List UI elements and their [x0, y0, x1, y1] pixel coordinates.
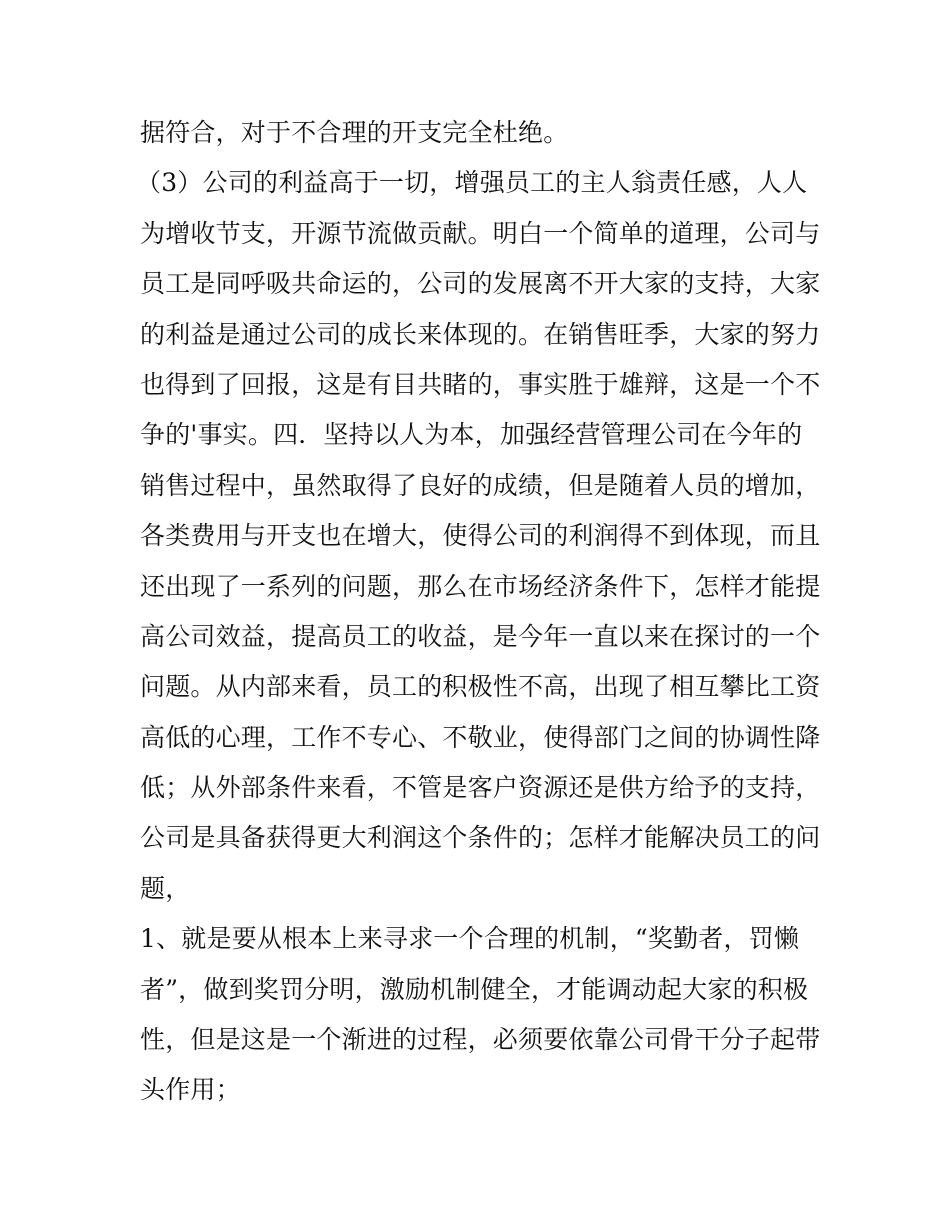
body-text	[136, 108, 830, 1116]
text-line: 头作用；	[140, 1075, 241, 1105]
text-line: 还出现了一系列的问题，那么在市场经济条件下，怎样才能提	[140, 571, 821, 601]
text-line: 争的'事实。四．坚持以人为本，加强经营管理公司在今年的	[140, 420, 803, 450]
text-line: 员工是同呼吸共命运的，公司的发展离不开大家的支持，大家	[140, 269, 821, 299]
text-line: 高低的心理，工作不专心、不敬业，使得部门之间的协调性降	[140, 722, 821, 752]
text-line: 各类费用与开支也在增大，使得公司的利润得不到体现，而且	[140, 521, 821, 551]
text-line: 据符合，对于不合理的开支完全杜绝。	[140, 118, 569, 147]
text-line: （3）公司的利益高于一切，增强员工的主人翁责任感，人人	[136, 168, 808, 198]
text-line: 高公司效益，提高员工的收益，是今年一直以来在探讨的一个	[140, 621, 821, 651]
text-line: 也得到了回报，这是有目共睹的，事实胜于雄辩，这是一个不	[140, 369, 821, 399]
text-line: 1、就是要从根本上来寻求一个合理的机制，“奖勤者，罚懒	[140, 924, 800, 954]
text-line: 者”，做到奖罚分明，激励机制健全，才能调动起大家的积极	[140, 974, 809, 1004]
text-line: 低；从外部条件来看，不管是客户资源还是供方给予的支持，	[140, 773, 821, 803]
text-line: 问题。从内部来看，员工的积极性不高，出现了相互攀比工资	[140, 672, 821, 702]
text-line: 的利益是通过公司的成长来体现的。在销售旺季，大家的努力	[140, 319, 821, 349]
text-line: 为增收节支，开源节流做贡献。明白一个简单的道理，公司与	[140, 218, 821, 248]
text-line: 销售过程中，虽然取得了良好的成绩，但是随着人员的增加，	[140, 470, 821, 500]
text-line: 性，但是这是一个渐进的过程，必须要依靠公司骨干分子起带	[140, 1025, 821, 1055]
text-line: 题，	[140, 873, 191, 903]
text-line: 公司是具备获得更大利润这个条件的；怎样才能解决员工的问	[140, 823, 821, 853]
